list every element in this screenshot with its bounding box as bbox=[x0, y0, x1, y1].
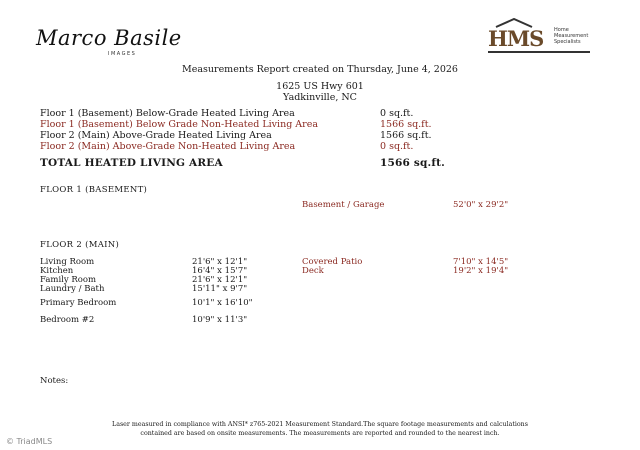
logo-sub: IMAGES bbox=[108, 51, 137, 57]
summary-value: 0 sq.ft. bbox=[380, 108, 414, 119]
room-name: Living Room bbox=[40, 257, 95, 267]
nonheated-name: Deck bbox=[302, 266, 324, 276]
total-label: TOTAL HEATED LIVING AREA bbox=[40, 157, 223, 169]
hms-sub-line: Home bbox=[554, 27, 569, 33]
room-dims: 16'4" x 15'7" bbox=[192, 266, 248, 276]
room-name: Kitchen bbox=[40, 266, 74, 276]
total-value: 1566 sq.ft. bbox=[380, 157, 446, 169]
room-name: Bedroom #2 bbox=[40, 315, 95, 325]
address-line2: Yadkinville, NC bbox=[283, 92, 357, 103]
room-name: Family Room bbox=[40, 275, 97, 285]
summary-value: 1566 sq.ft. bbox=[380, 119, 432, 130]
summary-label: Floor 2 (Main) Above-Grade Non-Heated Living Area bbox=[40, 141, 296, 152]
hms-sub-line: Measurement bbox=[554, 33, 589, 39]
nonheated-dims: 19'2" x 19'4" bbox=[453, 266, 509, 276]
nonheated-dims: 52'0" x 29'2" bbox=[453, 200, 509, 210]
summary-value: 0 sq.ft. bbox=[380, 141, 414, 152]
logo-name: Marco Basile bbox=[36, 26, 182, 50]
notes-label: Notes: bbox=[40, 376, 69, 386]
room-dims: 21'6" x 12'1" bbox=[192, 275, 248, 285]
hms-letters: HMS bbox=[488, 26, 544, 51]
hms-bar bbox=[488, 51, 590, 53]
room-name: Laundry / Bath bbox=[40, 284, 105, 294]
room-dims: 21'6" x 12'1" bbox=[192, 257, 248, 267]
room-name: Primary Bedroom bbox=[40, 298, 117, 308]
nonheated-name: Basement / Garage bbox=[302, 200, 385, 210]
report-title: Measurements Report created on Thursday, June 4, 2026 bbox=[182, 64, 458, 75]
hms-logo bbox=[488, 24, 598, 54]
room-dims: 15'11" x 9'7" bbox=[192, 284, 248, 294]
floor1-heading: FLOOR 1 (BASEMENT) bbox=[40, 185, 148, 195]
summary-value: 1566 sq.ft. bbox=[380, 130, 432, 141]
floor2-heading: FLOOR 2 (MAIN) bbox=[40, 240, 120, 250]
address-line1: 1625 US Hwy 601 bbox=[276, 81, 364, 92]
footer-line2: contained are based on onsite measurements. The measurements are reported and rounded to the nearest inch. bbox=[140, 430, 500, 437]
mls-watermark: © TriadMLS bbox=[6, 437, 53, 446]
summary-label: Floor 2 (Main) Above-Grade Heated Living Area bbox=[40, 130, 272, 141]
room-dims: 10'1" x 16'10" bbox=[192, 298, 253, 308]
marco-basile-logo bbox=[34, 20, 182, 60]
nonheated-name: Covered Patio bbox=[302, 257, 363, 267]
summary-label: Floor 1 (Basement) Below Grade Non-Heated Living Area bbox=[40, 119, 318, 130]
footer-line1: Laser measured in compliance with ANSI* z765-2021 Measurement Standard.The square footage measurements and calculations bbox=[112, 421, 528, 428]
hms-sub-line: Specialists bbox=[554, 39, 581, 45]
summary-label: Floor 1 (Basement) Below-Grade Heated Living Area bbox=[40, 108, 295, 119]
nonheated-dims: 7'10" x 14'5" bbox=[453, 257, 509, 267]
hms-subtitle bbox=[554, 27, 588, 45]
room-dims: 10'9" x 11'3" bbox=[192, 315, 248, 325]
